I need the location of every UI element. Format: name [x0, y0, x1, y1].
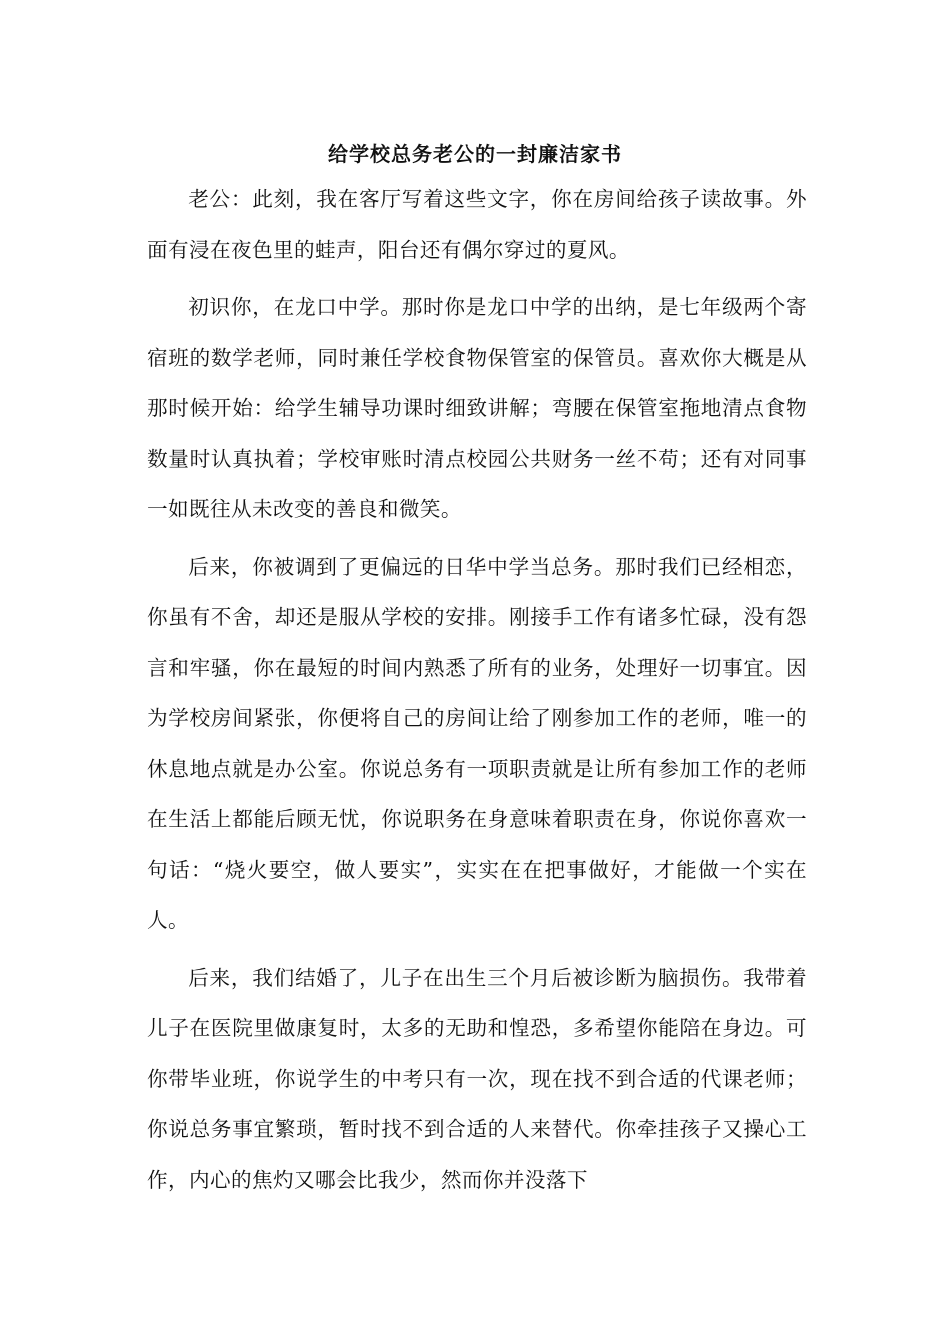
paragraph-greeting: 老公：此刻，我在客厅写着这些文字，你在房间给孩子读故事。外面有浸在夜色里的蛙声，阳台还有偶尔穿过的夏风。	[147, 187, 807, 262]
paragraph-transfer: 后来，你被调到了更偏远的日华中学当总务。那时我们已经相恋，你虽有不舍，却还是服从学校的安排。刚接手工作有诸多忙碌，没有怨言和牢骚，你在最短的时间内熟悉了所有的业务，处理好一切事宜。因为学校房间紧张，你便将自己的房间让给了刚参加工作的老师，唯一的休息地点就是办公室。你说总务有一项职责就是让所有参加工作的老师在生活上都能后顾无忧，你说职务在身意味着职责在身，你说你喜欢一句话：“烧火要空，做人要实”，实实在在把事做好，才能做一个实在人。	[147, 554, 807, 932]
paragraph-first-meeting: 初识你，在龙口中学。那时你是龙口中学的出纳，是七年级两个寄宿班的数学老师，同时兼任学校食物保管室的保管员。喜欢你大概是从那时候开始：给学生辅导功课时细致讲解；弯腰在保管室拖地清点食物数量时认真执着；学校审账时清点校园公共财务一丝不苟；还有对同事一如既往从未改变的善良和微笑。	[147, 295, 807, 521]
document-title: 给学校总务老公的一封廉洁家书	[328, 142, 622, 166]
document-body	[147, 160, 807, 1205]
paragraph-marriage: 后来，我们结婚了，儿子在出生三个月后被诊断为脑损伤。我带着儿子在医院里做康复时，太多的无助和惶恐，多希望你能陪在身边。可你带毕业班，你说学生的中考只有一次，现在找不到合适的代课老师；你说总务事宜繁琐，暂时找不到合适的人来替代。你牵挂孩子又操心工作，内心的焦灼又哪会比我少，然而你并没落下	[147, 965, 807, 1192]
